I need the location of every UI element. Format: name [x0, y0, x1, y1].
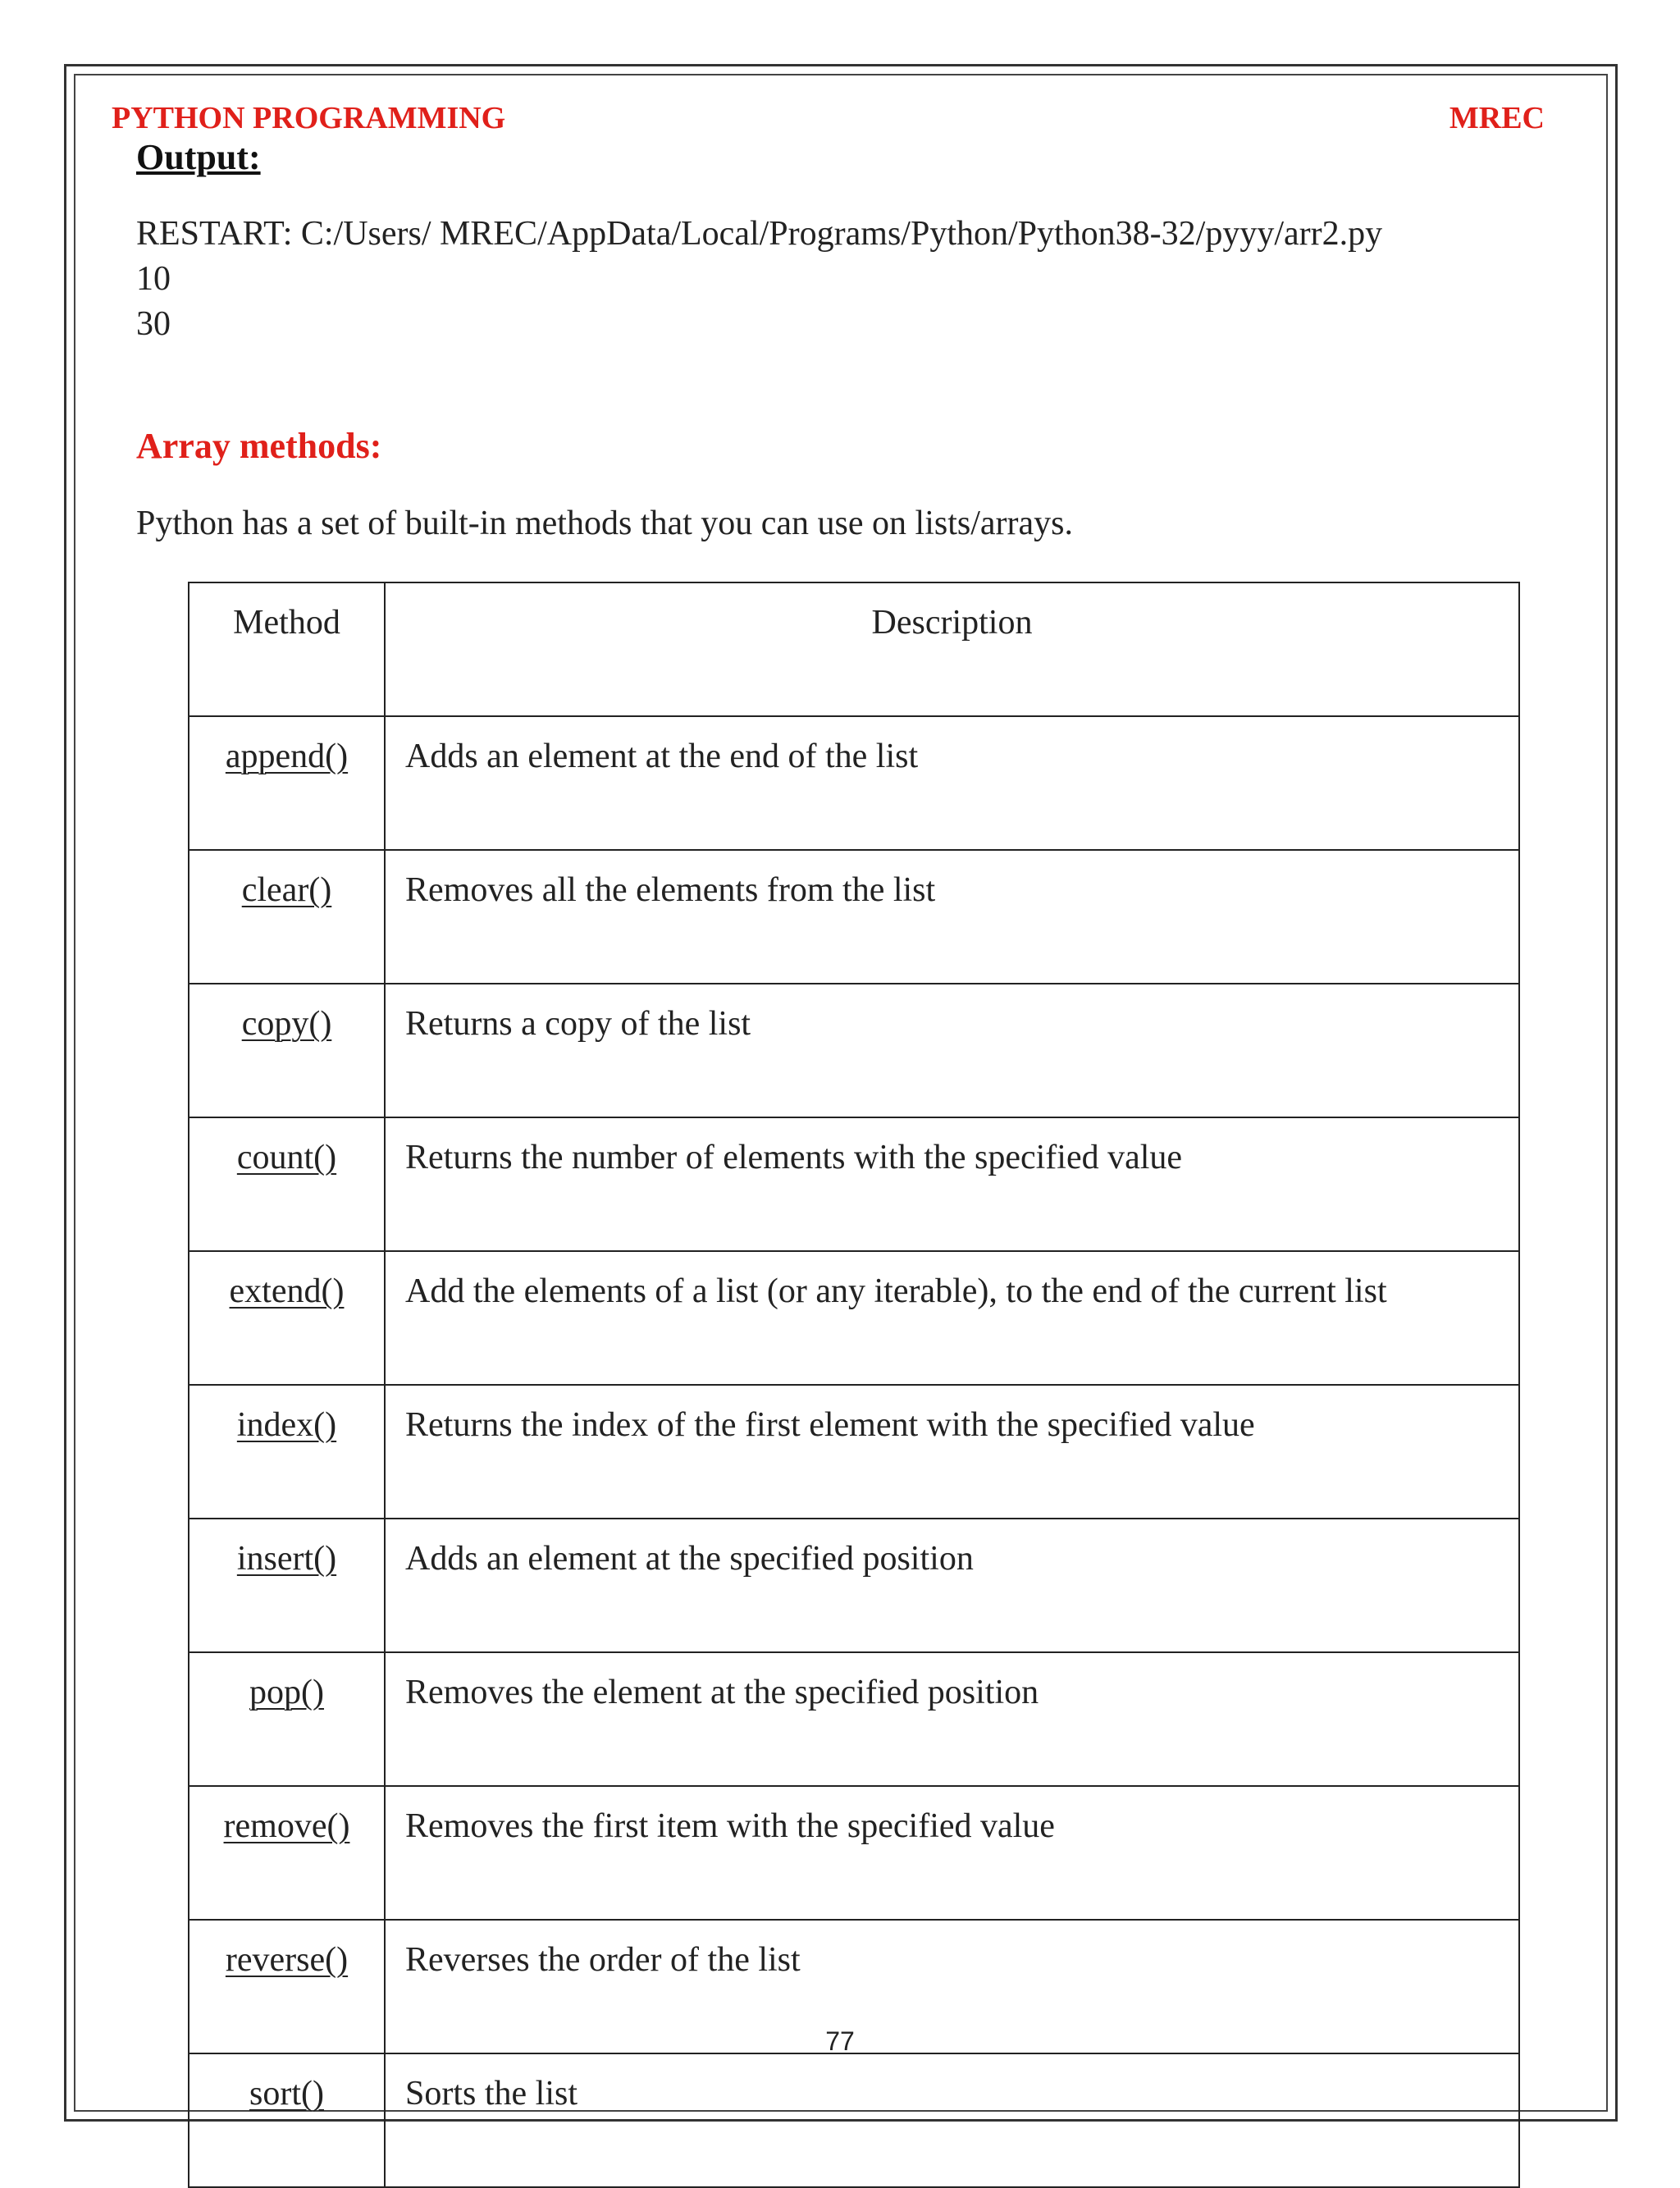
method-cell	[189, 984, 385, 1117]
method-cell	[189, 1117, 385, 1251]
method-cell	[189, 2053, 385, 2187]
column-header-method: Method	[189, 582, 385, 716]
description-cell: Returns a copy of the list	[385, 984, 1519, 1117]
table-row	[189, 2053, 1519, 2187]
method-cell	[189, 1786, 385, 1920]
method-link-copy[interactable]: copy()	[241, 1005, 332, 1043]
method-link-pop[interactable]: pop()	[249, 1674, 324, 1711]
description-cell: Adds an element at the specified position	[385, 1519, 1519, 1652]
method-link-sort[interactable]: sort()	[249, 2075, 324, 2113]
table-row	[189, 1117, 1519, 1251]
table-row	[189, 984, 1519, 1117]
table-row	[189, 1251, 1519, 1385]
running-header-title: PYTHON PROGRAMMING	[112, 101, 506, 135]
method-link-count[interactable]: count()	[236, 1139, 337, 1176]
method-link-insert[interactable]: insert()	[236, 1540, 337, 1578]
method-cell	[189, 1251, 385, 1385]
method-cell	[189, 1652, 385, 1786]
method-link-clear[interactable]: clear()	[241, 871, 332, 909]
method-cell	[189, 850, 385, 984]
output-line-value: 10	[136, 260, 171, 298]
section-heading: Array methods:	[136, 426, 382, 466]
description-cell: Returns the number of elements with the specified value	[385, 1117, 1519, 1251]
description-cell: Removes the first item with the specified value	[385, 1786, 1519, 1920]
method-link-extend[interactable]: extend()	[229, 1272, 345, 1310]
method-cell	[189, 1385, 385, 1519]
output-heading: Output:	[136, 137, 261, 177]
description-cell: Removes the element at the specified position	[385, 1652, 1519, 1786]
table-row	[189, 850, 1519, 984]
intro-paragraph: Python has a set of built-in methods that you can use on lists/arrays.	[136, 505, 1073, 542]
table-row	[189, 1786, 1519, 1920]
method-cell	[189, 1519, 385, 1652]
methods-table	[188, 582, 1520, 2188]
output-block	[136, 212, 1382, 347]
page-number: 77	[825, 2026, 855, 2056]
table-header-row	[189, 582, 1519, 716]
table-row	[189, 716, 1519, 850]
table-row	[189, 1385, 1519, 1519]
description-cell: Reverses the order of the list	[385, 1920, 1519, 2053]
description-cell: Adds an element at the end of the list	[385, 716, 1519, 850]
description-cell: Sorts the list	[385, 2053, 1519, 2187]
table-row	[189, 1519, 1519, 1652]
output-line-value: 30	[136, 305, 171, 343]
method-link-remove[interactable]: remove()	[223, 1807, 350, 1845]
column-header-description: Description	[385, 582, 1519, 716]
method-link-append[interactable]: append()	[225, 738, 349, 775]
method-cell	[189, 716, 385, 850]
description-cell: Add the elements of a list (or any iterable), to the end of the current list	[385, 1251, 1519, 1385]
table-row	[189, 1652, 1519, 1786]
output-line-restart: RESTART: C:/Users/ MREC/AppData/Local/Programs/Python/Python38-32/pyyy/arr2.py	[136, 215, 1383, 253]
running-header-institution: MREC	[1449, 101, 1545, 135]
description-cell: Removes all the elements from the list	[385, 850, 1519, 984]
method-link-index[interactable]: index()	[236, 1406, 337, 1444]
method-link-reverse[interactable]: reverse()	[225, 1941, 349, 1979]
description-cell: Returns the index of the first element with the specified value	[385, 1385, 1519, 1519]
